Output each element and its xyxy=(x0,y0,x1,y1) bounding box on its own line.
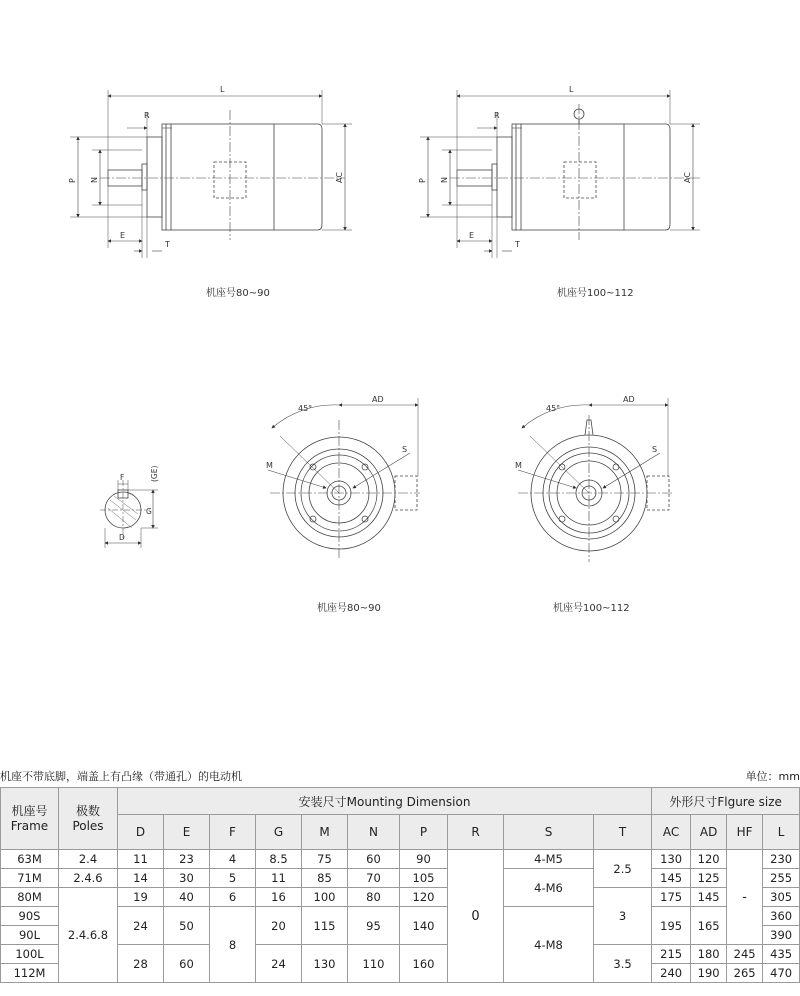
cell-L: 390 xyxy=(763,926,800,945)
cell-AD: 180 xyxy=(691,945,727,964)
header-mounting-dimension: 安装尺寸Mounting Dimension xyxy=(118,788,652,815)
label-AC: AC xyxy=(335,172,344,183)
cell-AC: 240 xyxy=(652,964,691,983)
cell-T-100-112: 3.5 xyxy=(594,945,652,983)
cell-AD: 145 xyxy=(691,888,727,907)
cell-D: 14 xyxy=(118,869,164,888)
label-key-F: F xyxy=(120,473,125,482)
cell-S: 4-M5 xyxy=(504,850,594,869)
cell-T-63-71: 2.5 xyxy=(594,850,652,888)
caption-front-100-112: 机座号100~112 xyxy=(553,603,630,614)
cell-frame: 90L xyxy=(1,926,59,945)
cell-AC: 215 xyxy=(652,945,691,964)
cell-M: 75 xyxy=(302,850,348,869)
cell-F: 5 xyxy=(210,869,256,888)
table-row xyxy=(1,945,800,964)
cell-AC: 175 xyxy=(652,888,691,907)
cell-poles: 2.4.6 xyxy=(59,869,118,888)
header-F: F xyxy=(210,815,256,850)
cell-frame: 100L xyxy=(1,945,59,964)
header-frame: 机座号 Frame xyxy=(1,788,59,850)
cell-E-100: 60 xyxy=(164,945,210,983)
cell-L: 470 xyxy=(763,964,800,983)
cell-P-90: 140 xyxy=(400,907,448,945)
label-E: E xyxy=(120,231,126,240)
header-poles: 极数 Poles xyxy=(59,788,118,850)
cell-E: 30 xyxy=(164,869,210,888)
label-front-M: M xyxy=(266,461,273,470)
cell-G: 11 xyxy=(256,869,302,888)
cell-poles: 2.4 xyxy=(59,850,118,869)
label-T-right: T xyxy=(515,240,520,249)
label-P-right: P xyxy=(418,178,427,183)
cell-G: 16 xyxy=(256,888,302,907)
cell-AC-90: 195 xyxy=(652,907,691,945)
cell-frame: 71M xyxy=(1,869,59,888)
cell-frame: 63M xyxy=(1,850,59,869)
label-front-S-right: S xyxy=(652,445,658,454)
table-row xyxy=(1,869,800,888)
cell-N-100: 110 xyxy=(348,945,400,983)
cell-AD: 190 xyxy=(691,964,727,983)
caption-front-80-90: 机座号80~90 xyxy=(317,603,381,614)
cell-T-80-90: 3 xyxy=(594,888,652,945)
table-row xyxy=(1,850,800,869)
cell-poles-merged: 2.4.6.8 xyxy=(59,888,118,983)
label-R-right: R xyxy=(494,111,500,120)
cell-frame: 90S xyxy=(1,907,59,926)
cell-G-100: 24 xyxy=(256,945,302,983)
cell-L: 435 xyxy=(763,945,800,964)
label-key-D: D xyxy=(119,533,125,542)
header-AC: AC xyxy=(652,815,691,850)
cell-M-90: 115 xyxy=(302,907,348,945)
cell-F: 4 xyxy=(210,850,256,869)
cell-M: 85 xyxy=(302,869,348,888)
label-R: R xyxy=(144,111,150,120)
label-L-right: L xyxy=(569,85,574,94)
cell-M-100: 130 xyxy=(302,945,348,983)
cell-E: 23 xyxy=(164,850,210,869)
cell-N: 80 xyxy=(348,888,400,907)
cell-L: 305 xyxy=(763,888,800,907)
cell-M: 100 xyxy=(302,888,348,907)
cell-AD: 120 xyxy=(691,850,727,869)
header-L: L xyxy=(763,815,800,850)
header-AD: AD xyxy=(691,815,727,850)
cell-P-100: 160 xyxy=(400,945,448,983)
front-view-80-90 xyxy=(268,398,420,560)
cell-HF: 245 xyxy=(727,945,763,964)
header-P: P xyxy=(400,815,448,850)
label-T: T xyxy=(165,240,170,249)
cell-E: 40 xyxy=(164,888,210,907)
cell-R-merged: 0 xyxy=(448,850,504,983)
label-front-M-right: M xyxy=(515,461,522,470)
cell-D-100: 28 xyxy=(118,945,164,983)
cell-N: 70 xyxy=(348,869,400,888)
cell-N-90: 95 xyxy=(348,907,400,945)
label-key-G: G xyxy=(146,507,152,516)
cell-AC: 130 xyxy=(652,850,691,869)
cell-P: 120 xyxy=(400,888,448,907)
label-E-right: E xyxy=(469,231,475,240)
cell-F-90-112: 8 xyxy=(210,907,256,983)
cell-L: 255 xyxy=(763,869,800,888)
header-G: G xyxy=(256,815,302,850)
cell-HF-merged: - xyxy=(727,850,763,945)
label-front-angle-right: 45° xyxy=(546,404,561,413)
table-unit: 单位：mm xyxy=(745,770,800,783)
label-key-GE: (GE) xyxy=(150,465,159,482)
header-D: D xyxy=(118,815,164,850)
header-R: R xyxy=(448,815,504,850)
header-E: E xyxy=(164,815,210,850)
header-T: T xyxy=(594,815,652,850)
header-N: N xyxy=(348,815,400,850)
cell-E-90: 50 xyxy=(164,907,210,945)
caption-side-80-90: 机座号80~90 xyxy=(206,288,270,299)
header-S: S xyxy=(504,815,594,850)
label-front-angle: 45° xyxy=(298,404,313,413)
cell-D: 11 xyxy=(118,850,164,869)
cell-G: 8.5 xyxy=(256,850,302,869)
cell-AD-90: 165 xyxy=(691,907,727,945)
header-figure-size: 外形尺寸Flgure size xyxy=(652,788,800,815)
cell-AC: 145 xyxy=(652,869,691,888)
dimension-table xyxy=(0,787,800,983)
cell-HF: 265 xyxy=(727,964,763,983)
cell-L: 230 xyxy=(763,850,800,869)
cell-D-90: 24 xyxy=(118,907,164,945)
side-view-80-90 xyxy=(70,90,352,258)
cell-L: 360 xyxy=(763,907,800,926)
table-row xyxy=(1,907,800,926)
cell-G-90: 20 xyxy=(256,907,302,945)
label-L: L xyxy=(220,85,225,94)
label-N-right: N xyxy=(440,177,449,183)
label-AC-right: AC xyxy=(683,172,692,183)
cell-S-90-112: 4-M8 xyxy=(504,907,594,983)
header-HF: HF xyxy=(727,815,763,850)
cell-F: 6 xyxy=(210,888,256,907)
cell-frame: 80M xyxy=(1,888,59,907)
label-P: P xyxy=(68,178,77,183)
label-N: N xyxy=(90,177,99,183)
cell-N: 60 xyxy=(348,850,400,869)
label-front-AD: AD xyxy=(372,395,384,404)
table-row xyxy=(1,888,800,907)
cell-P: 105 xyxy=(400,869,448,888)
label-front-AD-right: AD xyxy=(623,395,635,404)
side-view-100-112 xyxy=(420,90,700,258)
cell-frame: 112M xyxy=(1,964,59,983)
cell-D: 19 xyxy=(118,888,164,907)
header-M: M xyxy=(302,815,348,850)
label-front-S: S xyxy=(402,445,408,454)
front-view-100-112 xyxy=(518,398,672,562)
cell-S-71-80: 4-M6 xyxy=(504,869,594,907)
cell-P: 90 xyxy=(400,850,448,869)
cell-AD: 125 xyxy=(691,869,727,888)
table-title: 机座不带底脚，端盖上有凸缘（带通孔）的电动机 xyxy=(0,770,242,783)
caption-side-100-112: 机座号100~112 xyxy=(557,288,634,299)
